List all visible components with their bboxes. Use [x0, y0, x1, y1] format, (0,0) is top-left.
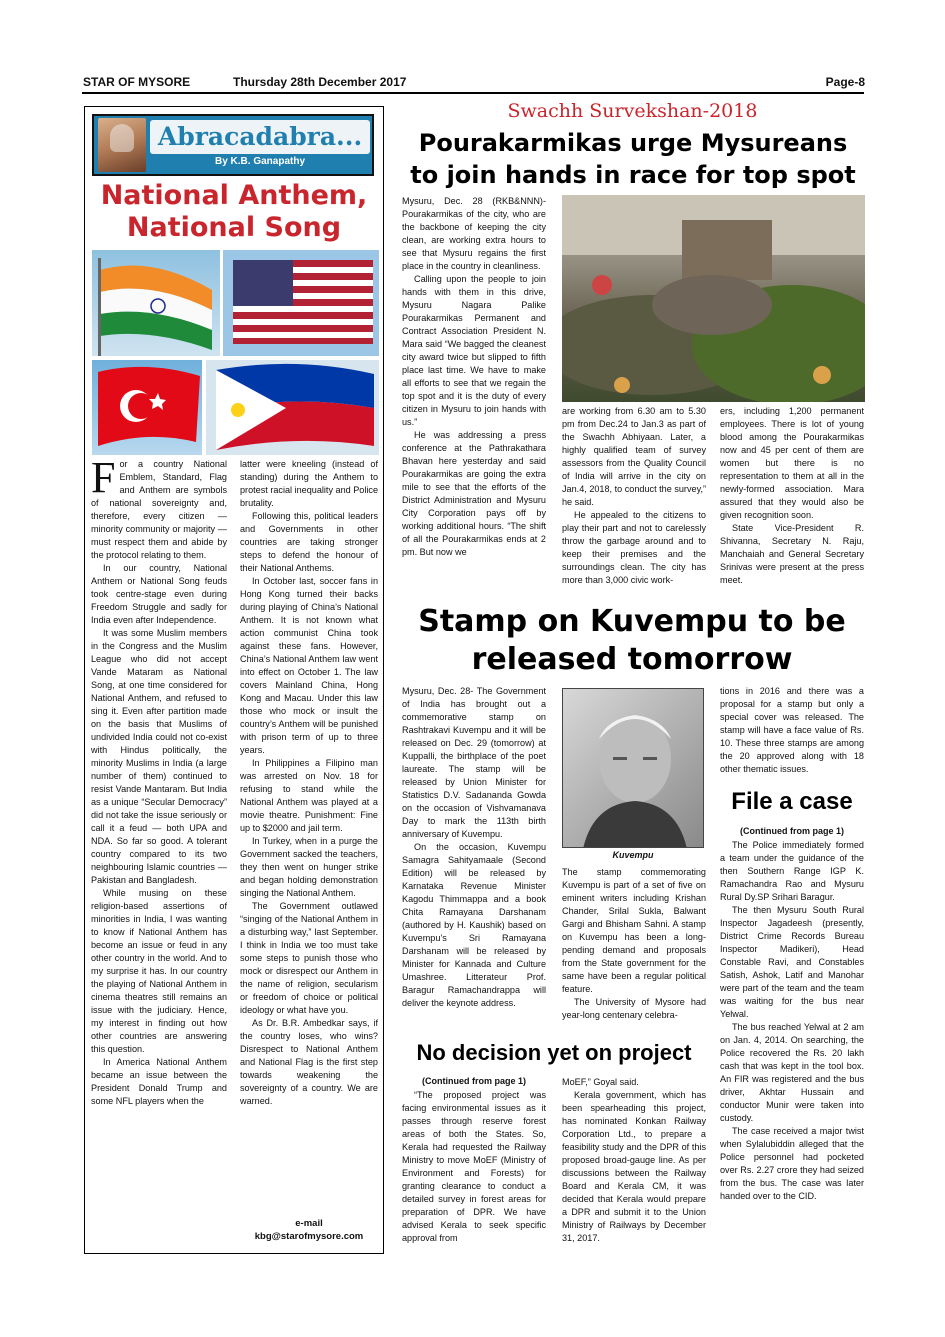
- anthem-paragraph: or a country National Emblem, Standard, Flag and Anthem are symbols of national sovereignty and, therefore, every citizen — minority community or majority — must respect them and abide by the protocol relating to them.: [91, 459, 227, 560]
- anthem-paragraph: The Government outlawed “singing of the National Anthem in a disturbing way,” last September. I think in India we too must take some steps to punish those who mock or disrespect our Anthem in the name of religion, secularism or freedom of choice or political ideology or what have you.: [240, 901, 378, 1015]
- case-column: [720, 839, 864, 1254]
- column-brand-title: Abracadabra...: [157, 122, 363, 151]
- case-paragraph: The Police immediately formed a team under the guidance of the then Southern Range IGP K. Ramachandra Rao and Mysuru Rural Dy.SP Srihari Baragur.: [720, 840, 864, 902]
- flag-philippines-image: [206, 360, 379, 455]
- column-title-line2: National Song: [126, 212, 342, 243]
- swachh-paragraph: He was addressing a press conference at the Pathrakathara Bhavan here yesterday and said Pourakarmikas are going the extra mile to see that the efforts of the District Administration and Mysuru City Corporation pays off by working additional hours. “The shift of all the Pourakarmikas ends at 2 pm. But now we: [402, 430, 546, 557]
- anthem-paragraph: As Dr. B.R. Ambedkar says, if the country loses, who wins? Disrespect to National Anthem and National Flag is the first step towards weakening the sovereignty of a country. We are warned.: [240, 1018, 378, 1106]
- case-paragraph: The bus reached Yelwal at 2 am on Jan. 4, 2014. On searching, the Police recovered the Rs. 20 lakh cash that was kept in the tool box. An FIR was registered and the bus driver, Akhtar Hussain and conductor Munir were taken into custody.: [720, 1022, 864, 1123]
- swachh-column-2: [562, 405, 706, 597]
- swachh-paragraph: Calling upon the people to join hands with them in this drive, Mysuru Nagara Palike Pourakarmikas Permanent and Contract Association President N. Mara said “We bagged the cleanest city award twice but slipped to fifth place last time. We have to make all efforts to see that we regain the top spot and it is the duty of every citizen in Mysuru to join hands with us.”: [402, 274, 546, 427]
- kuvempu-column-1: [402, 685, 546, 1035]
- column-title-line1: National Anthem,: [100, 180, 368, 211]
- author-photo: [98, 118, 146, 172]
- anthem-paragraph: In America National Anthem became an issue between the President Donald Trump and some NFL players when the: [91, 1057, 227, 1106]
- kuvempu-caption: Kuvempu: [612, 850, 654, 860]
- kuvempu-paragraph: Mysuru, Dec. 28- The Government of India has brought out a commemorative stamp on Rashtrakavi Kuvempu and it will be released on Dec. 29 (tomorrow) at Kuppalli, the birthplace of the poet laureate. The stamp will be released by Union Minister for Statistics D.V. Sadananda Gowda on the occasion of Vishvamanava Day to mark the 113th birth anniversary of Kuvempu.: [402, 686, 546, 839]
- kuvempu-paragraph: tions in 2016 and there was a proposal for a stamp but only a special cover was released. The stamp will have a face value of Rs. 10. These three stamps are among the 20 approved along with 18 other thematic issues.: [720, 686, 864, 774]
- case-paragraph: The then Mysuru South Rural Inspector Jagadeesh (presently, District Crime Records Bureau Inspector Madikeri), Head Constable Ravi, and Constables Satish, Ashok, Latif and Manohar were part of the team and the team was waiting for the bus near Yelwal.: [720, 905, 864, 1019]
- anthem-dropcap: F: [91, 458, 116, 502]
- flag-turkey-image: [92, 360, 202, 455]
- anthem-paragraph: In Turkey, when in a purge the Government sacked the teachers, they then went on hunger strike and began holding demonstration singing the National Anthem.: [240, 836, 378, 898]
- swachh-paragraph: State Vice-President R. Shivanna, Secretary N. Raju, Manchaiah and General Secretary Srinivas were present at the press meet.: [720, 523, 864, 585]
- project-continued: (Continued from page 1): [422, 1076, 526, 1086]
- masthead-date: Thursday 28th December 2017: [233, 75, 407, 89]
- kuvempu-paragraph: The University of Mysore had year-long centenary celebra-: [562, 997, 706, 1020]
- kuvempu-headline-2: released tomorrow: [471, 642, 793, 677]
- case-paragraph: The case received a major twist when Sylalubiddin alleged that the Police personnel had pocketed over Rs. 2.27 crore they had seized from the bus. The case was later handed over to the CID.: [720, 1126, 864, 1201]
- anthem-paragraph: Following this, political leaders and Governments in other countries are taking stronger steps to defend the honour of their National Anthems.: [240, 511, 378, 573]
- column-brand-banner: [92, 114, 374, 176]
- flag-usa-image: [223, 250, 379, 356]
- anthem-paragraph: In our country, National Anthem or National Song feuds took centre-stage even during Freedom Struggle and sadly for India even after Independence.: [91, 563, 227, 625]
- swachh-kicker: Swachh Survekshan-2018: [507, 100, 758, 122]
- project-paragraph: MoEF,” Goyal said.: [562, 1077, 639, 1087]
- swachh-headline-2: to join hands in race for top spot: [410, 161, 856, 189]
- case-headline: File a case: [731, 788, 853, 815]
- masthead-paper: STAR OF MYSORE: [83, 75, 191, 89]
- kuvempu-paragraph: On the occasion, Kuvempu Samagra Sahityamaale (Second Edition) will be released by Karnataka Revenue Minister Kagodu Thimmappa and a book Chita Ramayana Darshanam (authored by H. Kaushik) based on Kuvempu’s Sri Ramayana Darshanam will be released by Minister for Kannada and Culture Umashree. Litterateur Prof. Baragur Ramachandrappa will deliver the keynote address.: [402, 842, 546, 1008]
- anthem-paragraph: In October last, soccer fans in Hong Kong turned their backs during playing of China’s National Anthem. It is not known what action communist China took against these fans. However, China’s National Anthem law went into effect on October 1. The law covers Mainland China, Hong Kong and Macau. Under this law those who mock or insult the country’s Anthem will be punished with prison term of up to three years.: [240, 576, 378, 755]
- project-column-1: [402, 1089, 546, 1254]
- swachh-headline-1: Pourakarmikas urge Mysureans: [418, 129, 848, 157]
- column-byline: By K.B. Ganapathy: [214, 156, 306, 167]
- kuvempu-photo: [562, 688, 704, 848]
- swachh-paragraph: He appealed to the citizens to play their part and not to carelessly throw the garbage around and to keep their premises and the surroundings clean. The city has more than 3,000 civic work-: [562, 510, 706, 585]
- masthead-rule: [82, 92, 864, 94]
- flag-india-image: [92, 250, 220, 356]
- anthem-paragraph: In Philippines a Filipino man was arrested on Nov. 18 for refusing to stand while the National Anthem was played at a movie theatre. Punishment: Fine up to $2000 and jail term.: [240, 758, 378, 833]
- project-paragraph: Kerala government, which has been spearheading this project, has nominated Konkan Railway Corporation Ltd., to prepare a feasibility study and the DPR of this proposed broad-gauge line. As per discussions between the Railway Board and Kerala CM, it was decided that Kerala would prepare a DPR and submit it to the Union Ministry of Railways by December 31, 2017.: [562, 1090, 706, 1243]
- masthead-page: Page-8: [825, 75, 865, 89]
- kuvempu-column-3: [720, 685, 864, 787]
- email-label: e-mail: [295, 1218, 323, 1229]
- swachh-paragraph: are working from 6.30 am to 5.30 pm from Dec.24 to Jan.3 as part of the Swachh Abhiyaan. Later, a highly qualified team of survey assessors from the Quality Council of India will arrive in the city on Jan.4, 2018, to conduct the survey,” he said.: [562, 406, 706, 507]
- kuvempu-column-2: [562, 866, 706, 1036]
- project-paragraph: “The proposed project was facing environmental issues as it passes through reserve forest areas of both the States. So, Kerala had requested the Railway Ministry to move MoEF (Ministry of Environment and Forests) for granting clearance to conduct a detailed survey in forest areas for preparation of DPR. We have advised Kerala to seek specific approval from: [402, 1090, 546, 1243]
- swachh-paragraph: ers, including 1,200 permanent employees. There is lot of young blood among the Pourakarmikas now and 45 per cent of them are women but there is no representation to them at all in the newly-formed association. Mara assured that they would also be given recognition soon.: [720, 406, 864, 520]
- project-column-2: [562, 1076, 706, 1256]
- anthem-column-2: [240, 458, 378, 1223]
- case-continued: (Continued from page 1): [740, 826, 844, 836]
- swachh-column-3: [720, 405, 864, 597]
- anthem-paragraph: It was some Muslim members in the Congress and the Muslim League who did not accept Vande Mataram as National Song, at one time considered for National Anthem, and refused to sing it. Even after partition made on the basis that Muslims of undivided India could not co-exist with Hindus politically, the minority Muslims in India (a large number of them) continued to resist Vande Mantaram. But India as a unique “Secular Democracy” did not take the issue seriously or call it a feud — both UPA and NDA. So far so good. A tolerant country compared to its two neighbouring Islamic countries — Pakistan and Bangladesh.: [91, 628, 227, 885]
- anthem-column-1: [91, 458, 227, 1250]
- swachh-column-1: [402, 195, 546, 597]
- kuvempu-paragraph: The stamp commemorating Kuvempu is part of a set of five on eminent writers including Krishan Chander, Srilal Sukla, Balwant Gargi and Bhisham Sahni. A stamp on Kuvempu has been a long-pending demand and proposals from the State government for the same have been a regular political feature.: [562, 867, 706, 994]
- anthem-paragraph: While musing on these religion-based assertions of minorities in India, I was wanting to know if National Anthem has become an issue or feud in any other country in the world. And to my surprise it has. In our country the playing of National Anthem in cinema theatres still remains an issue with the judiciary. Hence, my interest in finding out how other countries are answering this question.: [91, 888, 227, 1054]
- swachh-paragraph: Mysuru, Dec. 28 (RKB&NNN)- Pourakarmikas of the city, who are the backbone of keeping the city clean, are working extra hours to see that Mysuru regains the first place in the country in cleanliness.: [402, 196, 546, 271]
- anthem-paragraph: latter were kneeling (instead of standing) during the Anthem to protest racial inequality and Police brutality.: [240, 459, 378, 508]
- garbage-photo: [562, 195, 865, 402]
- kuvempu-headline-1: Stamp on Kuvempu to be: [418, 604, 846, 639]
- project-headline: No decision yet on project: [416, 1040, 692, 1065]
- email-link[interactable]: kbg@starofmysore.com: [254, 1231, 364, 1242]
